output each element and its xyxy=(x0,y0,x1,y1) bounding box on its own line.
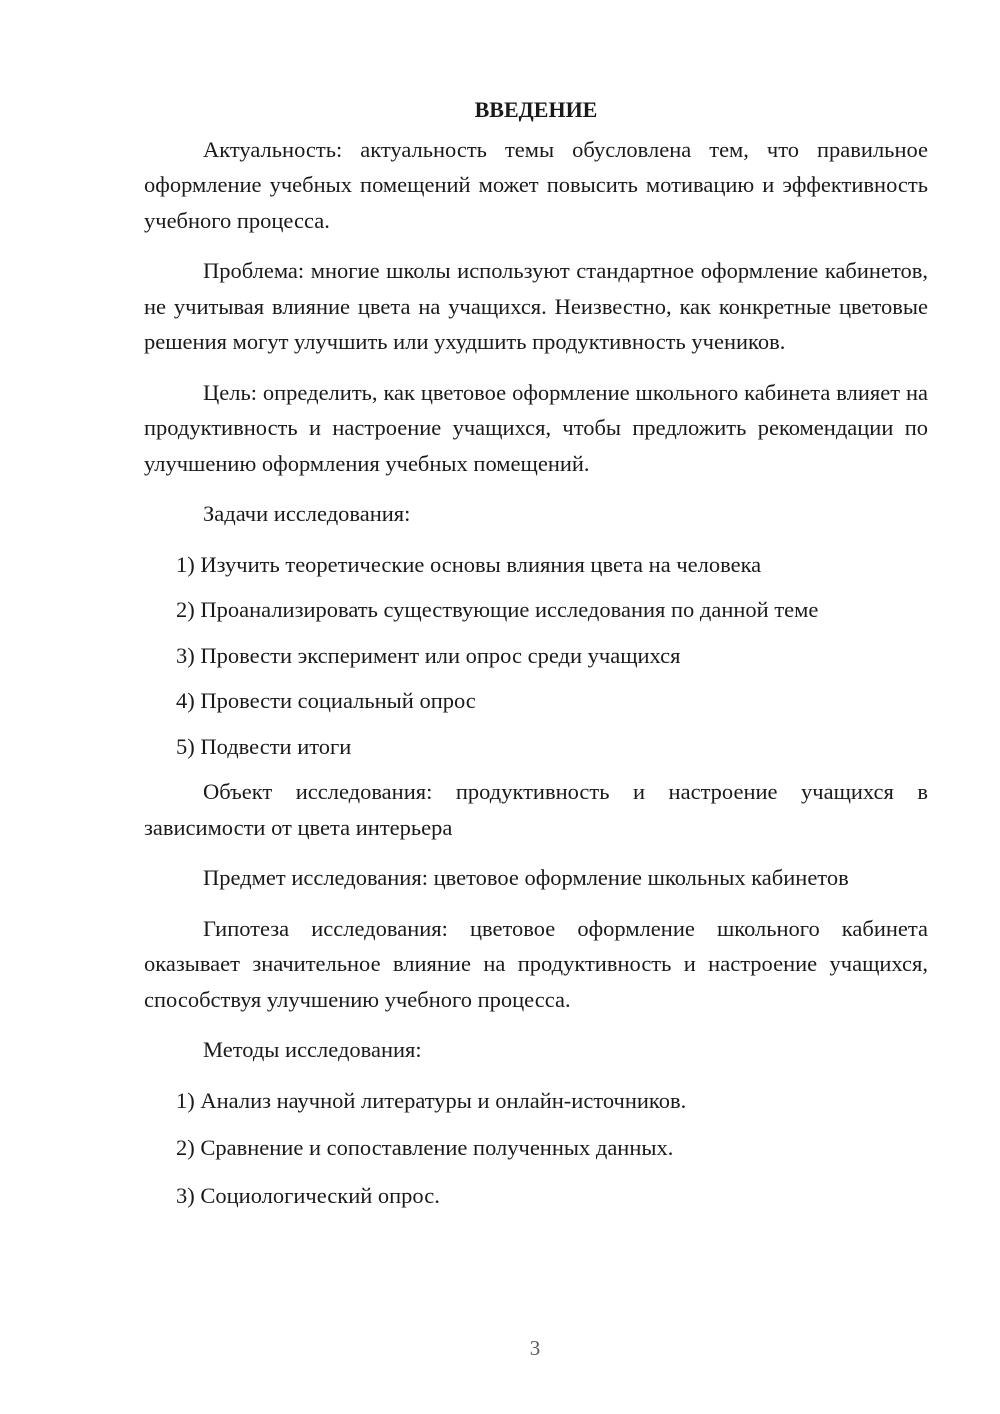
tasks-list xyxy=(144,547,928,765)
page-number: 3 xyxy=(529,1336,541,1360)
tasks-heading: Задачи исследования: xyxy=(203,501,411,526)
list-item: 1) Анализ научной литературы и онлайн-источников. xyxy=(176,1087,687,1113)
relevance-paragraph: Актуальность: актуальность темы обусловлена тем, что правильное оформление учебных помещений может повысить мотивацию и эффективность учебного процесса. xyxy=(144,136,928,233)
list-item: 5) Подвести итоги xyxy=(176,733,352,759)
list-item: 2) Проанализировать существующие исследования по данной теме xyxy=(176,597,819,622)
page-content xyxy=(144,92,928,1225)
subject-paragraph: Предмет исследования: цветовое оформление школьных кабинетов xyxy=(203,865,849,890)
section-title: ВВЕДЕНИЕ xyxy=(474,97,598,122)
list-item: 1) Изучить теоретические основы влияния цвета на человека xyxy=(176,551,762,577)
methods-heading: Методы исследования: xyxy=(203,1037,422,1062)
hypothesis-paragraph: Гипотеза исследования: цветовое оформление школьного кабинета оказывает значительное влияние на продуктивность и настроение учащихся, способствуя улучшению учебного процесса. xyxy=(144,915,928,1012)
list-item: 3) Провести эксперимент или опрос среди учащихся xyxy=(176,642,681,668)
list-item: 2) Сравнение и сопоставление полученных данных. xyxy=(176,1135,674,1160)
object-paragraph: Объект исследования: продуктивность и настроение учащихся в зависимости от цвета интерьера xyxy=(144,779,928,840)
problem-paragraph: Проблема: многие школы используют стандартное оформление кабинетов, не учитывая влияние цвета на учащихся. Неизвестно, как конкретные цветовые решения могут улучшить или ухудшить продуктивность учеников. xyxy=(144,258,928,354)
methods-list xyxy=(144,1083,928,1214)
list-item: 4) Провести социальный опрос xyxy=(176,688,476,713)
goal-paragraph: Цель: определить, как цветовое оформление школьного кабинета влияет на продуктивность и настроение учащихся, чтобы предложить рекомендации по улучшению оформления учебных помещений. xyxy=(144,379,928,476)
list-item: 3) Социологический опрос. xyxy=(176,1182,440,1208)
